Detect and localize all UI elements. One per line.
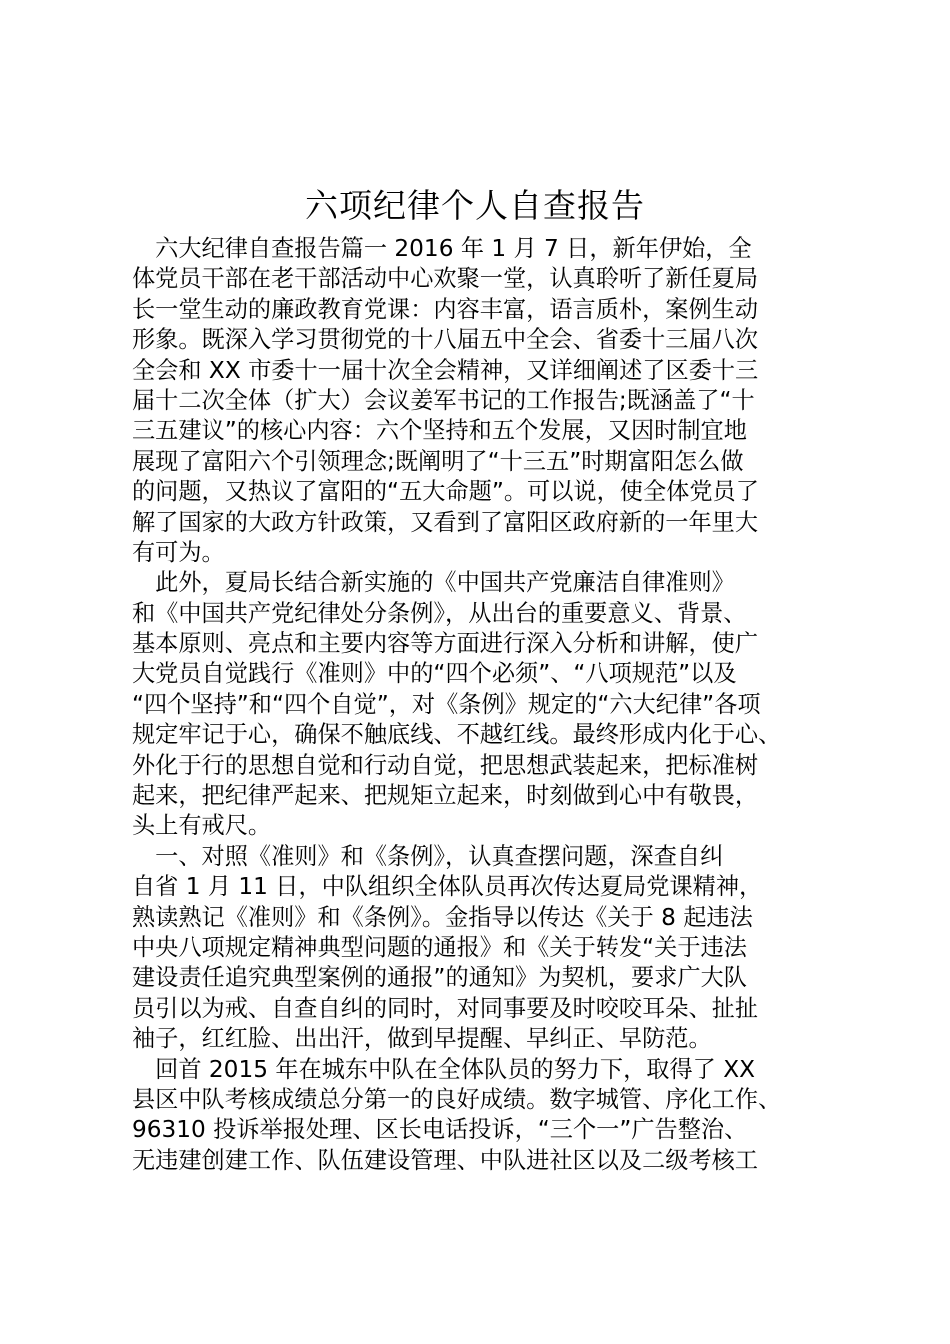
body-line: “四个坚持”和“四个自觉”，对《条例》规定的“六大纪律”各项: [132, 690, 761, 718]
body-line: 全会和 XX 市委十一届十次全会精神，又详细阐述了区委十三: [132, 356, 759, 384]
body-line: 有可为。: [132, 538, 225, 566]
body-line: 回首 2015 年在城东中队在全体队员的努力下，取得了 XX: [132, 1055, 756, 1083]
body-line: 中央八项规定精神典型问题的通报》和《关于转发“关于违法: [132, 933, 747, 961]
body-line: 解了国家的大政方针政策，又看到了富阳区政府新的一年里大: [132, 508, 759, 536]
body-line: 体党员干部在老干部活动中心欢聚一堂，认真聆听了新任夏局: [132, 265, 759, 293]
body-line: 袖子，红红脸、出出汗，做到早提醒、早纠正、早防范。: [132, 1025, 712, 1053]
body-line: 96310 投诉举报处理、区长电话投诉，“三个一”广告整治、: [132, 1116, 748, 1144]
body-line: 六大纪律自查报告篇一 2016 年 1 月 7 日，新年伊始，全: [132, 235, 752, 262]
body-line: 头上有戒尺。: [132, 812, 272, 840]
body-line: 起来，把纪律严起来、把规矩立起来，时刻做到心中有敬畏，: [132, 782, 759, 810]
body-line: 县区中队考核成绩总分第一的良好成绩。数字城管、序化工作、: [132, 1085, 782, 1113]
body-line: 熟读熟记《准则》和《条例》。金指导以传达《关于 8 起违法: [132, 903, 753, 931]
body-line: 大党员自觉践行《准则》中的“四个必须”、“八项规范”以及: [132, 660, 737, 688]
body-line: 展现了富阳六个引领理念;既阐明了“十三五”时期富阳怎么做: [132, 447, 744, 475]
body-line: 自省 1 月 11 日，中队组织全体队员再次传达夏局党课精神，: [132, 873, 763, 901]
body-line: 建设责任追究典型案例的通报”的通知》为契机，要求广大队: [132, 964, 747, 992]
body-line: 和《中国共产党纪律处分条例》，从出台的重要意义、背景、: [132, 599, 747, 627]
body-line: 届十二次全体（扩大）会议姜军书记的工作报告;既涵盖了“十: [132, 386, 755, 414]
body-line: 一、对照《准则》和《条例》，认真查摆问题，深查自纠: [132, 842, 724, 870]
body-line: 长一堂生动的廉政教育党课：内容丰富，语言质朴，案例生动: [132, 295, 759, 323]
body-line: 规定牢记于心，确保不触底线、不越红线。最终形成内化于心、: [132, 721, 782, 749]
document-body: [132, 234, 837, 1176]
body-line: 此外，夏局长结合新实施的《中国共产党廉洁自律准则》: [132, 569, 735, 597]
body-line: 无违建创建工作、队伍建设管理、中队进社区以及二级考核工: [132, 1146, 759, 1174]
document-title: 六项纪律个人自查报告: [305, 186, 645, 225]
body-line: 外化于行的思想自觉和行动自觉，把思想武装起来，把标准树: [132, 751, 759, 779]
body-line: 的问题，又热议了富阳的“五大命题”。可以说，使全体党员了: [132, 478, 759, 506]
body-line: 形象。既深入学习贯彻党的十八届五中全会、省委十三届八次: [132, 326, 759, 354]
body-line: 三五建议”的核心内容：六个坚持和五个发展，又因时制宜地: [132, 417, 747, 445]
body-line: 员引以为戒、自查自纠的同时，对同事要及时咬咬耳朵、扯扯: [132, 994, 759, 1022]
body-line: 基本原则、亮点和主要内容等方面进行深入分析和讲解，使广: [132, 630, 759, 658]
